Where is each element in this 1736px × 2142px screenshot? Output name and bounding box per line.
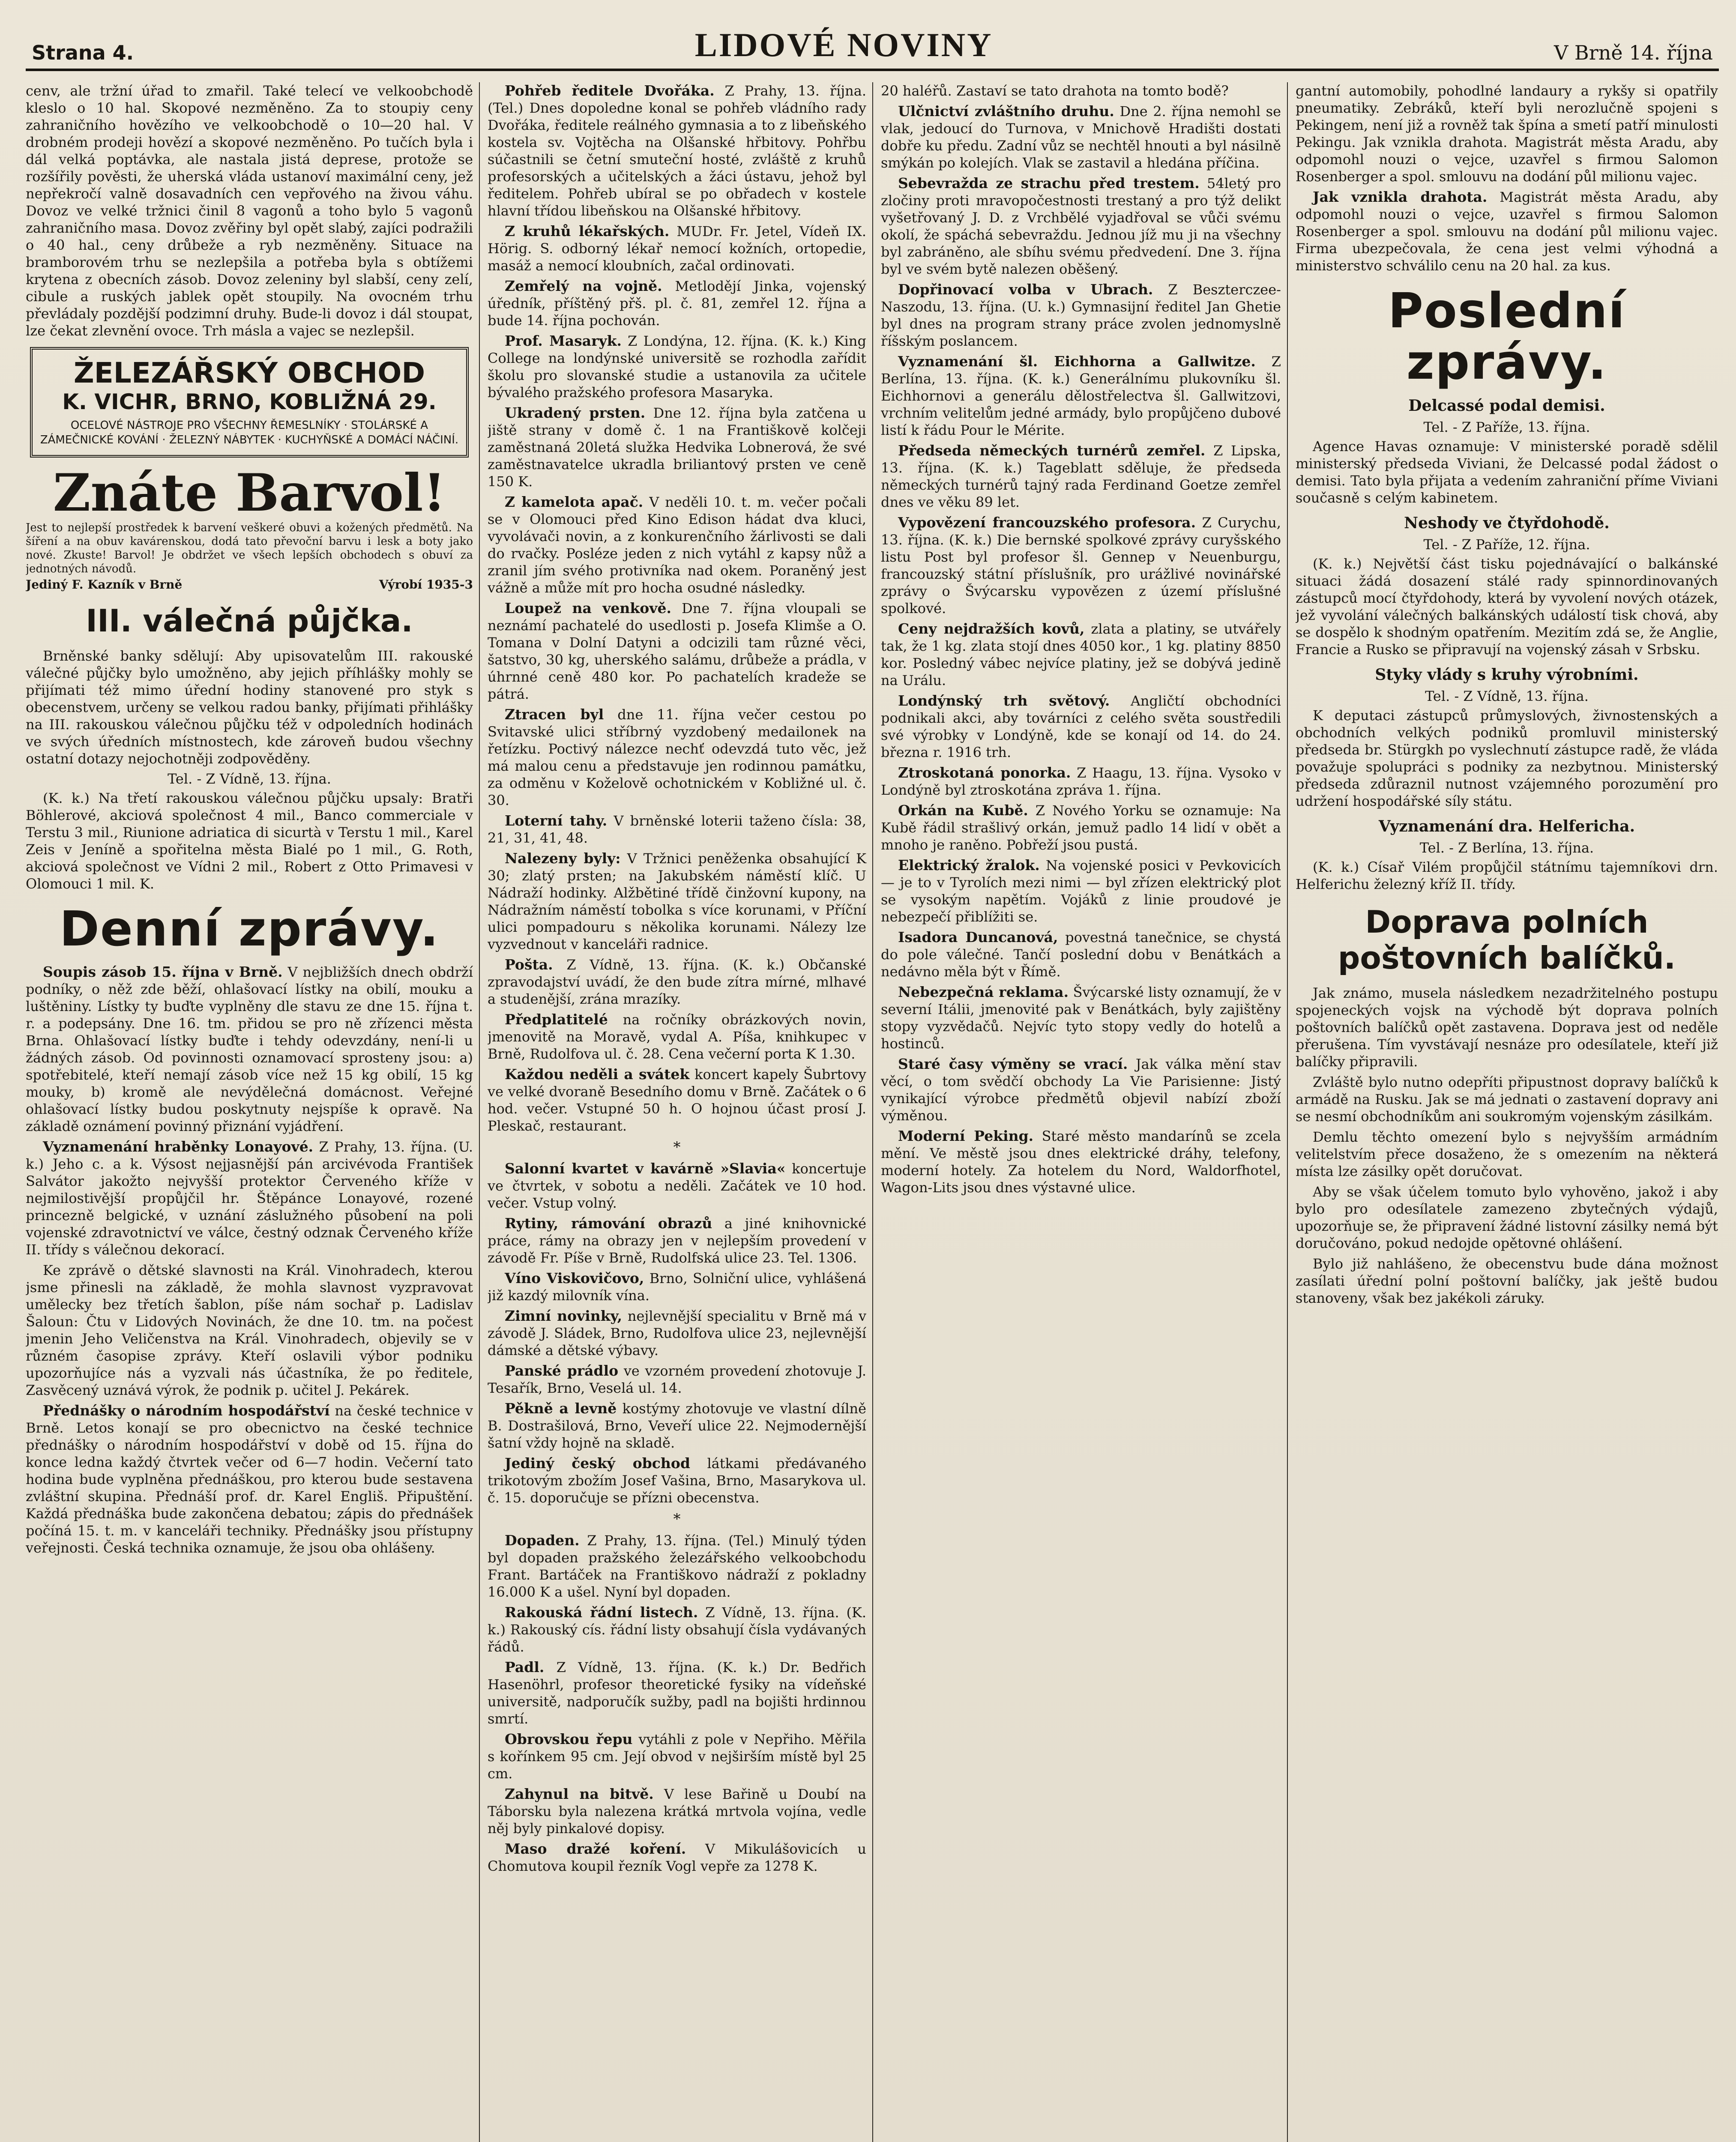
ad-footer bbox=[26, 577, 473, 592]
article-text: Z Prahy, 13. října. (U. k.) Jeho c. a k. Výsost nejjasnější pán arcivévoda František Salvátor jakožto nejvyšší protektor Červeného kříže v nejmilostivější propůjčil hr. Štěpánce Lonayové, rozené princezně belgické, v uznání záslužného působení na poli vojenské zdravotnictví ve válce, čestný odznak Červeného kříže II. třídy s válečnou dekorací. bbox=[26, 1139, 473, 1258]
article-headline: Rakouská řádní listech. bbox=[505, 1604, 698, 1621]
article-text: V brněnské loterii taženo čísla: 38, 21, 31, 41, 48. bbox=[488, 813, 867, 846]
article-text: Agence Havas oznamuje: V ministerské poradě sdělil ministerský předseda Viviani, že Delcassé podal žádost o demisi. Tato byla přijata a vedením zahraniční příme Viviani současně s celým kabinetem. bbox=[1296, 438, 1718, 506]
article-text: (K. k.) Císař Vilém propůjčil státnímu tajemníkovi drn. Helferichu železný kříž II. třídy. bbox=[1296, 859, 1718, 892]
article-text: K deputaci zástupců průmyslových, živnostenských a obchodních velkých podniků promluvil ministerský předseda br. Stürgkh po vyslechnutí zástupce radě, že vláda považuje spolupráci s podniky za nezbytnou. Ministerský předseda zdůraznil nutnost vzájemného porozumění pro udržení hospodářské síly státu. bbox=[1296, 707, 1718, 809]
article-headline: Loterní tahy. bbox=[505, 812, 608, 829]
masthead bbox=[26, 26, 1719, 71]
article-text: zlata a platiny, se utvářely tak, že 1 kg. zlata stojí dnes 4050 kor., 1 kg. platiny 8850 kor. Posledný vábec nejvíce platiny, jež se dobývá jedině na Urálu. bbox=[881, 621, 1281, 688]
article-headline: Vyznamenání hraběnky Lonayové. bbox=[43, 1138, 314, 1155]
article-text: Ke zprávě o dětské slavnosti na Král. Vinohradech, kterou jsme přinesli na základě, že mohla slavnost vyzpravovat umělecky bez třetích šablon, píše nám sochař p. Ladislav Šaloun: Čtu v Lidových Novinách, že dne 10. tm. na počest jmenin Jeho Veličenstva na Král. Vinohradech, objevily se v různém časopise zprávy. Kteří oslavili výbor podniku upozorňujíce nás a vyzvali nás účastníka, že po ředitele, Zasvěcený uznává výrok, že podnik p. učitel J. Pekárek. bbox=[26, 1262, 473, 1398]
article-headline: Panské prádlo bbox=[505, 1362, 619, 1379]
dateline: Tel. - Z Vídně, 13. října. bbox=[168, 771, 331, 787]
article-headline: Soupis zásob 15. října v Brně. bbox=[43, 963, 283, 980]
section-heading-latest-news: Poslední zprávy. bbox=[1388, 283, 1626, 390]
section-heading-daily-news: Denní zprávy. bbox=[59, 901, 440, 957]
article-text: nejlevnější specialitu v Brně má v závodě J. Sládek, Brno, Rudolfova ulice 23, nejlevnější dámské a dětské výbavy. bbox=[488, 1308, 867, 1358]
article-headline: Nalezeny byly: bbox=[505, 850, 621, 867]
dateline: Tel. - Z Vídně, 13. října. bbox=[1425, 688, 1589, 704]
article-text: Z Berlína, 13. října. (K. k.) Generálnímu plukovníku šl. Eichhornovi a generálu dělostřelectva šl. Gallwitzovi, vrchním velitelům jedné armády, bylo propůjčeno dubové listí k řádu Pour le Mérite. bbox=[881, 353, 1281, 438]
article-text: V Tržnici peněženka obsahující K 30; zlatý prsten; na Jakubském náměstí klíč. U Nádraží hodinky. Alžbětiné třídě činžovní kupony, na Nádražním náměstí tobolka s více korunami, v Příční ulici pompadouru s několika korunami. Nálezy lze vyzvednout v kanceláři radnice. bbox=[488, 850, 867, 952]
article-text: koncertuje ve čtvrtek, v sobotu a neděli. Začátek ve 10 hod. večer. Vstup volný. bbox=[488, 1161, 866, 1211]
article-text: vytáhli z pole v Nepřiho. Měřila s kořínkem 95 cm. Její obvod v nejširším místě byl 25 cm. bbox=[488, 1731, 867, 1782]
article-text: Dne 12. října byla zatčena u jiště strany v domě č. 1 na Františkově kolčeji zaměstnaná 20letá služka Hedvika Lobnerová, že své zaměstnavatelce ukradla briliantový prsten ve ceně 150 K. bbox=[488, 405, 867, 490]
column-4 bbox=[1296, 82, 1724, 2142]
column-2 bbox=[488, 82, 873, 2142]
article-headline: Z kruhů lékařských. bbox=[505, 223, 670, 239]
article-text: na ročníky obrázkových novin, jmenovitě na Moravě, vydal A. Píša, knihkupec v Brně, Rudolfova ul. č. 28. Cena večerní porta K 1.30. bbox=[488, 1011, 867, 1062]
article-text: Z Curychu, 13. října. (K. k.) Die bernské spolkové zprávy curyšského listu Post byl profesor šl. Gennep v Neuenburgu, francouzský státní příslušník, pro urážlivé novinářské zprávy o Švýcarsku vypovězen z území příslušné spolkové. bbox=[881, 515, 1281, 616]
article-text: Z Lipska, 13. října. (K. k.) Tageblatt sděluje, že předseda německých turnérů tajný rada Ferdinand Goetze zemřel dnes ve věku 89 let. bbox=[881, 443, 1281, 510]
article-headline: Moderní Peking. bbox=[898, 1128, 1034, 1144]
article-headline: Jak vznikla drahota. bbox=[1313, 188, 1488, 205]
article-text: Jak válka mění stav věcí, o tom svědčí obchody La Vie Parisienne: Jistý vynikající výrobce předmětů objevil nabízí zboží výměnou. bbox=[881, 1056, 1281, 1124]
article-text: Magistrát města Aradu, aby odpomohl nouzi o vejce, uzavřel s firmou Salomon Rosenberger a spol. smlouvu na dodání půl milionu vajec. Firma ubezpečovala, že cena jest velmi výhodná a ministerstvo schválilo cenu na 20 hal. za kus. bbox=[1296, 189, 1718, 274]
article-text: Brněnské banky sdělují: Aby upisovatelům III. rakouské válečné půjčky bylo umožněno, aby jejich příhlášky mohly se přijímati též mimo úřední hodiny stanovené pro styk s obecenstvem, určeny se velkou radou banky, přijímati přihlášky na III. rakouskou válečnou půjčku též v odpoledních hodinách ve svých úředních místnostech, kde zároveň budou všechny ostatní dotazy nejochotněji zodpověděny. bbox=[26, 648, 473, 767]
article-headline: Elektrický žralok. bbox=[898, 857, 1040, 874]
dateline: Tel. - Z Berlína, 13. října. bbox=[1419, 840, 1594, 856]
article-headline: Orkán na Kubě. bbox=[898, 802, 1028, 819]
article-headline: Dopaden. bbox=[505, 1532, 580, 1549]
article-headline: Jediný český obchod bbox=[505, 1455, 690, 1472]
article-text: koncert kapely Šubrtovy ve velké dvoraně Besedního domu v Brně. Začátek o 6 hod. večer. Vstupné 50 h. O hojnou účast prosí J. Pleskač, restaurant. bbox=[488, 1066, 866, 1134]
article-headline: Víno Viskovičovo, bbox=[505, 1270, 644, 1286]
ad-address: K. VICHR, BRNO, KOBLIŽNÁ 29. bbox=[62, 389, 437, 414]
article-headline: Padl. bbox=[505, 1659, 545, 1675]
page-number: Strana 4. bbox=[32, 41, 134, 64]
article-text: dne 11. října večer cestou po Svitavské ulici stříbrný vyzdobený medailonek na řetízku. Poctivý nálezce nechť odevzdá tuto věc, jež má malou cenu a představuje jen rodinnou památku, za odměnu v Koželově ochotnickém v Kobližné ul. č. 30. bbox=[488, 706, 867, 808]
article-headline: Předseda německých turnérů zemřel. bbox=[898, 442, 1206, 459]
article-text: Z Vídně, 13. října. (K. k.) Dr. Bedřich Hasenöhrl, profesor theoretické fysiky na vídeňské universitě, nadporučík sužby, padl na bojišti hrdinnou smrtí. bbox=[488, 1659, 866, 1727]
ad-lines: OCELOVÉ NÁSTROJE PRO VŠECHNY ŘEMESLNÍKY · STOLÁRSKÉ A ZÁMEČNICKÉ KOVÁNÍ · ŽELEZNÝ NÁBYTEK · KUCHYŇSKÉ A DOMÁCÍ NÁČINÍ. bbox=[40, 419, 459, 446]
dateline: Tel. - Z Paříže, 12. října. bbox=[1423, 536, 1590, 553]
article-headline: Prof. Masaryk. bbox=[505, 332, 622, 349]
article-headline: Obrovskou řepu bbox=[505, 1731, 633, 1747]
ad-title: Znáte Barvol! bbox=[53, 463, 446, 523]
article-headline: Sebevražda ze strachu před trestem. bbox=[898, 175, 1200, 191]
article-text: Z Prahy, 13. října. (Tel.) Dnes dopoledne konal se pohřeb vládního rady Dvořáka, ředitele reálného gymnasia a to z libeňského kostela sv. Vojtěcha na Olšanské hřbitovy. Pohřbu súčastnili se četní smuteční hosté, zvláště z kruhů profesorských a učitelských a žáci ústavu, jehož byl ředitelem. Pohřeb ubíral se po obřadech v kostele hlavní třídou libeňskou na Olšanské hřbitovy. bbox=[488, 83, 867, 219]
article-text: kostýmy zhotovuje ve vlastní dílně B. Dostrašilová, Brno, Veveří ulice 22. Nejmodernější šatní vždy hojně na skladě. bbox=[488, 1400, 866, 1451]
article-text: (K. k.) Největší část tisku pojednávající o balkánské situaci žádá dosazení stálé rady spinnordinovaných zástupců mocí čtyřdohody, která by vyvolení nových otázek, jež vyvolání válečných balkánských událostí tisk chová, aby se dospělo k shodným opatřením. Mezitím zdá se, že Anglie, Francie a Rusko se připravují na vojenský zásah v Srbsku. bbox=[1296, 556, 1718, 658]
article-headline: Ukradený prsten. bbox=[505, 404, 646, 421]
article-headline: Ztroskotaná ponorka. bbox=[898, 764, 1071, 781]
article-headline: Londýnský trh světový. bbox=[898, 692, 1110, 709]
subheading: Vyznamenání dra. Helfericha. bbox=[1378, 817, 1635, 835]
newspaper-title: LIDOVÉ NOVINY bbox=[694, 26, 993, 63]
article-headline: Zahynul na bitvě. bbox=[505, 1786, 654, 1802]
article-headline: Isadora Duncanová, bbox=[898, 929, 1058, 945]
article-text: Metlodějí Jinka, vojenský úředník, příštěný přš. pl. č. 81, zemřel 12. října a bude 14. října pochován. bbox=[488, 278, 867, 329]
article-text: V Mikulášovicích u Chomutova koupil řezník Vogl vepře za 1278 K. bbox=[488, 1841, 866, 1874]
separator-star: * bbox=[673, 1139, 681, 1156]
article-headline: Vyznamenání šl. Eichhorna a Gallwitze. bbox=[898, 353, 1256, 370]
article-text: povestná tanečnice, se chystá do pole válečné. Tančí poslední dobu v Benátkách a nedávno měla být v Římě. bbox=[881, 929, 1281, 980]
article-text: Jak známo, musela následkem nezadržitelného postupu spojeneckých vojsk na východě být doprava polních poštovních balíčků opět zastavena. Doprava jest od neděle přerušena. Tím vyvstávají nesnáze pro odesílatele, kteří již balíčky připravili. bbox=[1296, 985, 1718, 1070]
article-headline: Ztracen byl bbox=[505, 706, 604, 723]
article-headline: Pošta. bbox=[505, 956, 553, 973]
dateline: Tel. - Z Paříže, 13. října. bbox=[1423, 419, 1590, 435]
article-headline: Z kamelota apač. bbox=[505, 494, 644, 510]
article-headline: Zimní novinky, bbox=[505, 1307, 623, 1324]
article-text: 54letý pro zločiny proti mravopočestnosti trestaný a pro týž delikt vyšetřovaný J. D. z Vrchbělé vyjadřoval se vůči svému okolí, že spáchá sebevraždu. Jednou jíž mu ji na všechny byl zabráněno, ale sbíhu svému předvedení. Dne 3. října byl ve svém bytě nalezen oběšený. bbox=[881, 175, 1281, 277]
subheading: Delcassé podal demisi. bbox=[1408, 397, 1605, 415]
article-text: Z Vídně, 13. října. (K. k.) Rakouský cís. řádní listy obsahují čísla vydávaných řádů. bbox=[488, 1604, 867, 1655]
article-headline: Loupež na venkově. bbox=[505, 600, 671, 616]
ad-footer-right: Výrobí 1935-3 bbox=[379, 577, 473, 592]
article-text: Z Londýna, 12. října. (K. k.) King College na londýnské universitě se rozhodla zařídit školu pro slovanské studie a ustanovila za učitele bývalého pražského profesora Masaryka. bbox=[488, 333, 867, 401]
article-headline: Nebezpečná reklama. bbox=[898, 984, 1069, 1000]
article-text: gantní automobily, pohodlné landaury a rykšy si opatřily pneumatiky. Zebráků, kteří byli nerozlučně spojeni s Pekingem, není již a rovněž tak špína a smetí patří minulosti Pekingu. Jak vznikla drahota. Magistrát města Aradu, aby odpomohl nouzi o vejce, uzavřel s firmou Salomon Rosenberger a spol. smlouvu na dodání půl milionu vajec. bbox=[1296, 83, 1718, 185]
article-text: Na vojenské posici v Pevkovicích — je to v Tyrolích mezi nimi — byl zřízen elektrický plot se vysokým napětím. Vojáků z linie proudové je nebezpečí přiblížiti se. bbox=[881, 857, 1281, 925]
issue-date: V Brně 14. října bbox=[1554, 41, 1713, 64]
separator-star: * bbox=[673, 1511, 681, 1528]
article-headline: Maso dražé koření. bbox=[505, 1840, 686, 1857]
subheading: Styky vlády s kruhy výrobními. bbox=[1375, 666, 1639, 684]
article-headline: Dopřinovací volba v Ubrach. bbox=[898, 281, 1153, 298]
article-headline: Pohřeb ředitele Dvořáka. bbox=[505, 82, 715, 99]
article-text: Z Haagu, 13. října. Vysoko v Londýně byl ztroskotána zpráva 1. října. bbox=[881, 765, 1281, 798]
ad-title: ŽELEZÁŘSKÝ OBCHOD bbox=[73, 356, 425, 389]
article-headline: Zemřelý na vojně. bbox=[505, 278, 662, 294]
advertisement-barvol bbox=[26, 465, 473, 592]
article-text: MUDr. Fr. Jetel, Vídeň IX. Hörig. S. odborný lékař nemocí kožních, ortopedie, masáž a nemocí kloubních, začal ordinovati. bbox=[488, 223, 867, 274]
article-text: Dne 2. října nemohl se vlak, jedoucí do Turnova, v Mnichově Hradišti dostati dobře ku předu. Zadní vůz se nechtěl hnouti a byl násilně smýkán po kolejích. Vlak se zastavil a hledána příčina. bbox=[881, 103, 1281, 171]
article-text: Demlu těchto omezení bylo s nejvyšším armádním velitelstvím přece dosaženo, že s omezením na některá místa lze zásilky opět doručovat. bbox=[1296, 1129, 1718, 1179]
article-text: Staré město mandarínů se zcela mění. Ve městě jsou dnes elektrické dráhy, telefony, moderní hotely. Za hotelem du Nord, Waldorfhotel, Wagon-Lits jsou dnes výstavné ulice. bbox=[881, 1128, 1281, 1196]
article-headline: Ulčnictví zvláštního druhu. bbox=[898, 103, 1114, 120]
article-text: V neděli 10. t. m. večer počali se v Olomouci před Kino Edison hádat dva kluci, vyvolávači novin, a z konkurenčního žárlivosti se dali do rvačky. Posléze jeden z nich vytáhl z kapsy nůž a zranil jím svého protivníka nad okem. Poraněný jest vážně a může mít pro hocha osudné následky. bbox=[488, 494, 867, 596]
advertisement-hardware-store bbox=[30, 347, 469, 458]
article-headline: Ceny nejdražších kovů, bbox=[898, 620, 1085, 637]
article-text: Z Beszterczee-Naszodu, 13. října. (U. k.) Gymnasijní ředitel Jan Ghetie byl dnes na program strany práce zvolen jednomyslně říšským poslancem. bbox=[881, 281, 1281, 349]
article-text: ve vzorném provedení zhotovuje J. Tesařík, Brno, Veselá ul. 14. bbox=[488, 1363, 867, 1396]
article-text: Angličtí obchodníci podnikali akci, aby továrníci z celého světa soustředili své výrobky v Londýně, kde se konají od 14. do 24. března r. 1916 trh. bbox=[881, 693, 1281, 760]
subheading: Neshody ve čtyřdohodě. bbox=[1404, 514, 1610, 532]
section-heading-field-post: Doprava polních poštovních balíčků. bbox=[1338, 904, 1676, 976]
article-text: V nejbližších dnech obdrží podníky, o něž zde běží, ohlašovací lístky na obilí, mouku a luštěniny. Lístky ty buďte vyplněny dle stavu ze dne 15. října t. r. a podepsány. Dne 16. tm. přidou se pro ně zřízenci města Brna. Ohlašovací lístky buďte i tehdy odevzdány, není-li u žádných zásob. Od povinnosti oznamovací sprosteny jsou: a) spotřebitelé, kteří nemají zásob více než 15 kg obilí, 15 kg mouky, b) kromě ale nevýdělečná domácnost. Veřejné ohlašovací lístky budou poskytnuty nejspíše k opravě. Na základě oznámení povinný přiznání vyjádření. bbox=[26, 964, 473, 1134]
column-3 bbox=[881, 82, 1288, 2142]
article-headline: Rytiny, rámování obrazů bbox=[505, 1215, 712, 1232]
article-text: Švýcarské listy oznamují, že v severní Itálii, jmenovité pak v Benátkách, byly zajištěny stopy vyzvědačů. Nejvíc tyto stopy vedly do hotelů a hostinců. bbox=[881, 984, 1281, 1052]
ad-body: Jest to nejlepší prostředek k barvení veškeré obuvi a kožených předmětů. Na šíření a na obuv kavárenskou, dodá tato převoční barvu i lesk a boty jako nové. Zkuste! Barvol! Je obdržet ve všech lepších obchodech s obuví za jednotných návodů. bbox=[26, 521, 473, 575]
columns bbox=[26, 82, 1719, 2142]
article-text: látkami předávaného trikotovým zbožím Josef Vašina, Brno, Masarykova ul. č. 15. doporučuje se přízni obecenstva. bbox=[488, 1455, 866, 1506]
article-text: na české technice v Brně. Letos konají se pro obecnictvo na české technice přednášky o národním hospodářství v době od 15. října do konce ledna každý čtvrtek večer od 6—7 hodin. Večerní tato hodina bude vyplněna přednáškou, pro kterou bude sestavena zvláštní skupina. Přednáší prof. dr. Karel Engliš. Připuštění. Každá přednáška bude zakončena debatou; zápis do přednášek počíná 15. t. m. v kanceláři techniky. Přednášky jsou přístupny veřejnosti. Česká technika oznamuje, že jsou oba ohlášeny. bbox=[26, 1403, 473, 1556]
article-headline: Staré časy výměny se vrací. bbox=[898, 1056, 1128, 1072]
column-1 bbox=[26, 82, 480, 2142]
article-text: Z Prahy, 13. října. (Tel.) Minulý týden byl dopaden pražského železářského velkoobchodu Frant. Bartáček na Františkovo nádraží z pokladny 16.000 K a ušel. Nyní byl dopaden. bbox=[488, 1532, 867, 1600]
article-headline: Předplatitelé bbox=[505, 1011, 608, 1028]
article-headline: Pěkně a levně bbox=[505, 1400, 617, 1417]
article-text: Z Vídně, 13. října. (K. k.) Občanské zpravodajství uvádí, že den bude zítra mírné, mlhavé a studenější, zrána mrazíky. bbox=[488, 957, 867, 1007]
article-headline: Vypovězení francouzského profesora. bbox=[898, 514, 1196, 531]
article-text: Zvláště bylo nutno odepříti připustnost dopravy balíčků k armádě na Rusku. Jak se má jednati o zastavení dopravy ani se nesmí obchodníkům ani soukromým vojenským zásilkám. bbox=[1296, 1074, 1718, 1125]
article-text: (K. k.) Na třetí rakouskou válečnou půjčku upsaly: Bratři Böhlerové, akciová společnost 4 mil., Banco commerciale v Terstu 3 mil., Riunione adriatica di sicurtà v Terstu 1 mil., Karel Zeis v Jeníně a spořitelna města Bialé po 1 mil., G. Roth, akciová společnost ve Vídni 2 mil., Robert z Otto Primavesi v Olomouci 1 mil. K. bbox=[26, 790, 473, 892]
article-text: Z Nového Yorku se oznamuje: Na Kubě řádil strašlivý orkán, jemuž padlo 14 lidí v obět a mnoho je raněno. Pobřeží jsou pustá. bbox=[881, 802, 1281, 853]
ad-footer-left: Jediný F. Kazník v Brně bbox=[26, 577, 183, 592]
article-text: cenv, ale tržní úřad to zmařil. Také telecí ve velkoobchodě kleslo o 10 hal. Skopové nezměněno. Za to stoupiy ceny zahraničního hovězího ve velkoobchodě o 10—20 hal. V drobném prodeji hovězí a skopové nezměněno. Po tučích byla i dál velká poptávka, ale nastala jistá deprese, protože se rozšířily pověsti, že uherská vláda ustanoví maximální ceny, jež nepřekročí valně dosavadních cen vepřového na živou váhu. Dovoz ve velké tržnici činil 8 vagonů a toho bylo 5 vagonů zahraničního masa. Dovoz zvěřiny byl opět slabý, zajíci podražili o 40 hal., ceny drůbeže a ryb nezměněny. Situace na bramborovém trhu se nezlepšila a potřeba byla s obtížemi krytena z obecních zásob. Dovoz zeleniny byl slabší, ceny zelí, cibule a ruských jablek opět stoupily. Na ovocném trhu převládaly pozdější podzimní druhy. Bude-li dovoz i dál stoupat, lze čekat zlevnění ovoce. Trh másla a vajec se nezlepšil. bbox=[26, 83, 473, 339]
article-text: a jiné knihovnické práce, rámy na obrazy jen v nejlepším provedení v závodě Fr. Píše v Brně, Rudolfská ulice 23. Tel. 1306. bbox=[488, 1215, 867, 1266]
article-headline: Salonní kvartet v kavárně »Slavia« bbox=[505, 1160, 786, 1177]
article-text: 20 haléřů. Zastaví se tato drahota na tomto bodě? bbox=[881, 83, 1229, 99]
article-headline: Každou neděli a svátek bbox=[505, 1066, 690, 1083]
article-headline: Přednášky o národním hospodářství bbox=[43, 1402, 330, 1419]
article-text: Brno, Solniční ulice, vyhlášená již kazdý milovník vína. bbox=[488, 1270, 867, 1304]
article-text: Dne 7. října vloupali se neznámí pachatelé do usedlosti p. Josefa Klimše a O. Tomana v Dolní Datyni a odcizili tam různé věci, šatstvo, 30 kg, uherského salámu, drůbeže a prádla, v úhrnné ceně 480 kor. Po pachatelích kradeže se pátrá. bbox=[488, 600, 867, 702]
section-heading-war-loan: III. válečná půjčka. bbox=[86, 603, 413, 639]
article-text: Bylo již nahlášeno, že obecenstvu bude dána možnost zasílati úřední polní poštovní balíčky, jak ještě budou stanoveny, však bez jakékoli záruky. bbox=[1296, 1256, 1718, 1306]
article-text: V lese Bařině u Doubí na Táborsku byla nalezena krátká mrtvola vojína, vedle něj byly pinkalové dopisy. bbox=[488, 1786, 867, 1837]
article-text: Aby se však účelem tomuto bylo vyhověno, jakož i aby bylo pro odesílatele zamezeno zbytečných výdajů, upozorňuje se, že připravení žádné listovní zásilky nemá být doručováno, pokud nedojde opětovné ohlášení. bbox=[1296, 1184, 1718, 1251]
